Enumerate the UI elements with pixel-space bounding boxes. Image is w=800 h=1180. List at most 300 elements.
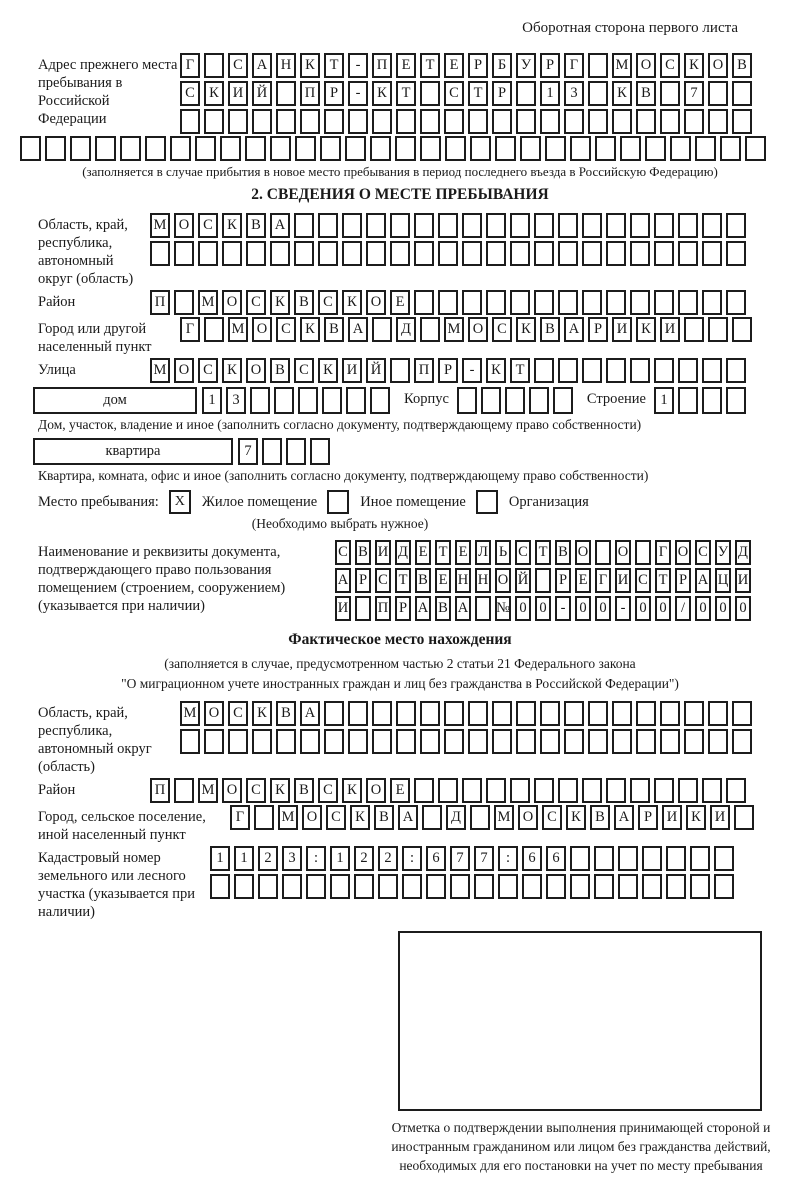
residential-checkbox: X — [169, 490, 191, 514]
char-cell — [670, 136, 691, 161]
char-cell: О — [174, 213, 194, 238]
city-block — [38, 317, 800, 356]
char-cell: Т — [535, 540, 551, 565]
char-cell — [222, 241, 242, 266]
char-cell: Е — [435, 568, 451, 593]
char-cell: А — [614, 805, 634, 830]
char-cell: Г — [655, 540, 671, 565]
char-cell — [630, 358, 650, 383]
char-cell — [708, 81, 728, 106]
street-block — [38, 358, 800, 383]
char-cell — [342, 213, 362, 238]
char-cell: В — [555, 540, 571, 565]
char-cell: С — [542, 805, 562, 830]
char-cell — [636, 729, 656, 754]
char-cell — [276, 729, 296, 754]
choose-note: (Необходимо выбрать нужное) — [251, 516, 429, 531]
char-cell: А — [695, 568, 711, 593]
char-cell — [370, 136, 391, 161]
char-cell — [306, 874, 326, 899]
char-cell — [732, 729, 752, 754]
char-cell: 2 — [378, 846, 398, 871]
cadastral-row-1 — [210, 846, 738, 871]
char-cell — [420, 81, 440, 106]
char-cell — [372, 729, 392, 754]
char-cell: М — [198, 290, 218, 315]
char-cell: К — [372, 81, 392, 106]
char-cell — [510, 241, 530, 266]
char-cell — [228, 729, 248, 754]
char-cell — [654, 290, 674, 315]
char-cell: 0 — [595, 596, 611, 621]
char-cell: В — [294, 290, 314, 315]
actual-region-label: Область, край, республика, автономный округ (область) — [38, 705, 152, 775]
actual-city-row — [230, 805, 758, 830]
char-cell — [390, 358, 410, 383]
char-cell — [195, 136, 216, 161]
char-cell: - — [348, 81, 368, 106]
char-cell — [295, 136, 316, 161]
char-cell — [300, 729, 320, 754]
char-cell: С — [198, 358, 218, 383]
char-cell — [564, 729, 584, 754]
char-cell: № — [495, 596, 511, 621]
char-cell: И — [375, 540, 391, 565]
char-cell — [250, 387, 270, 414]
char-cell: И — [615, 568, 631, 593]
char-cell — [252, 729, 272, 754]
char-cell — [690, 846, 710, 871]
char-cell: Е — [575, 568, 591, 593]
char-cell: 1 — [330, 846, 350, 871]
char-cell — [270, 136, 291, 161]
char-cell — [378, 874, 398, 899]
char-cell — [545, 136, 566, 161]
char-cell: С — [326, 805, 346, 830]
char-cell — [726, 241, 746, 266]
district-row — [150, 290, 750, 315]
char-cell — [520, 136, 541, 161]
char-cell: С — [695, 540, 711, 565]
char-cell: М — [228, 317, 248, 342]
char-cell: А — [398, 805, 418, 830]
char-cell — [372, 701, 392, 726]
char-cell — [684, 317, 704, 342]
char-cell: П — [150, 778, 170, 803]
char-cell: К — [204, 81, 224, 106]
char-cell: С — [515, 540, 531, 565]
char-cell — [630, 778, 650, 803]
char-cell — [444, 729, 464, 754]
apartment-box-label: квартира — [33, 438, 233, 465]
char-cell — [320, 136, 341, 161]
char-cell: - — [348, 53, 368, 78]
page-header: Оборотная сторона первого листа — [522, 20, 738, 36]
char-cell — [470, 136, 491, 161]
char-cell — [540, 729, 560, 754]
char-cell: В — [270, 358, 290, 383]
char-cell — [348, 729, 368, 754]
region-label: Область, край, республика, автономный округ (область) — [38, 217, 134, 287]
char-cell — [654, 358, 674, 383]
char-cell — [390, 213, 410, 238]
stroenie-cells — [654, 387, 750, 414]
char-cell: Т — [396, 81, 416, 106]
char-cell: Р — [468, 53, 488, 78]
char-cell — [645, 136, 666, 161]
char-cell — [582, 213, 602, 238]
char-cell: А — [415, 596, 431, 621]
char-cell: Й — [515, 568, 531, 593]
char-cell — [174, 778, 194, 803]
char-cell — [582, 241, 602, 266]
char-cell: Р — [675, 568, 691, 593]
char-cell: О — [518, 805, 538, 830]
korpus-cells — [457, 387, 577, 414]
section2-title: 2. СВЕДЕНИЯ О МЕСТЕ ПРЕБЫВАНИЯ — [251, 186, 549, 203]
char-cell — [570, 846, 590, 871]
char-cell — [254, 805, 274, 830]
char-cell — [654, 213, 674, 238]
char-cell — [606, 778, 626, 803]
char-cell: К — [222, 358, 242, 383]
other-premises-label: Иное помещение — [360, 493, 466, 510]
char-cell: Н — [276, 53, 296, 78]
char-cell — [690, 874, 710, 899]
char-cell — [414, 290, 434, 315]
char-cell — [462, 241, 482, 266]
organization-checkbox — [476, 490, 498, 514]
char-cell: О — [366, 778, 386, 803]
char-cell — [318, 241, 338, 266]
char-cell — [444, 701, 464, 726]
char-cell: 1 — [234, 846, 254, 871]
char-cell — [714, 874, 734, 899]
actual-district-label: Район — [38, 782, 76, 798]
prev-address-rows — [180, 53, 756, 134]
char-cell: В — [374, 805, 394, 830]
char-cell — [684, 701, 704, 726]
char-cell: 1 — [202, 387, 222, 414]
char-cell: К — [342, 290, 362, 315]
char-cell: К — [684, 53, 704, 78]
char-cell — [708, 317, 728, 342]
char-cell: А — [455, 596, 471, 621]
char-cell: М — [444, 317, 464, 342]
char-cell — [678, 358, 698, 383]
char-cell — [20, 136, 41, 161]
char-cell — [390, 241, 410, 266]
char-cell: А — [300, 701, 320, 726]
char-cell: А — [252, 53, 272, 78]
char-cell — [635, 540, 651, 565]
char-cell — [702, 387, 722, 414]
char-cell — [174, 290, 194, 315]
char-cell — [630, 290, 650, 315]
char-cell: Т — [655, 568, 671, 593]
char-cell: С — [294, 358, 314, 383]
char-cell: Л — [475, 540, 491, 565]
char-cell: В — [415, 568, 431, 593]
char-cell — [486, 290, 506, 315]
char-cell — [570, 136, 591, 161]
char-cell: Н — [475, 568, 491, 593]
char-cell — [642, 874, 662, 899]
char-cell: 1 — [540, 81, 560, 106]
prev-address-row-2 — [180, 81, 756, 106]
region-row-1 — [150, 213, 750, 238]
char-cell — [540, 701, 560, 726]
char-cell: Р — [355, 568, 371, 593]
char-cell — [732, 109, 752, 134]
char-cell: П — [150, 290, 170, 315]
char-cell: О — [675, 540, 691, 565]
char-cell: Е — [390, 778, 410, 803]
char-cell: В — [294, 778, 314, 803]
char-cell: Т — [420, 53, 440, 78]
char-cell: П — [375, 596, 391, 621]
char-cell — [70, 136, 91, 161]
char-cell: Т — [510, 358, 530, 383]
char-cell — [505, 387, 525, 414]
stroenie-label: Строение — [586, 391, 646, 407]
char-cell — [630, 241, 650, 266]
char-cell: 2 — [354, 846, 374, 871]
char-cell: В — [590, 805, 610, 830]
char-cell — [666, 874, 686, 899]
char-cell: : — [498, 846, 518, 871]
char-cell — [564, 109, 584, 134]
char-cell: Р — [555, 568, 571, 593]
char-cell — [372, 317, 392, 342]
char-cell: - — [555, 596, 571, 621]
char-cell — [486, 241, 506, 266]
char-cell — [734, 805, 754, 830]
char-cell — [618, 874, 638, 899]
stamp-caption: Отметка о подтверждении выполнения принимающей стороной и иностранным гражданином или лицом без гражданства действий, необходимых для его постановки на учет по месту пребывания — [391, 1120, 771, 1173]
char-cell: Е — [455, 540, 471, 565]
char-cell — [120, 136, 141, 161]
prev-address-row-4 — [20, 136, 800, 161]
char-cell: К — [300, 317, 320, 342]
char-cell: О — [302, 805, 322, 830]
char-cell: Д — [395, 540, 411, 565]
actual-region-row-1 — [180, 701, 756, 726]
char-cell — [245, 136, 266, 161]
char-cell — [300, 109, 320, 134]
char-cell: С — [228, 701, 248, 726]
char-cell — [594, 874, 614, 899]
house-block — [33, 387, 800, 414]
char-cell: О — [575, 540, 591, 565]
char-cell — [558, 290, 578, 315]
region-block — [38, 213, 800, 288]
char-cell — [678, 241, 698, 266]
char-cell: В — [246, 213, 266, 238]
char-cell — [150, 241, 170, 266]
char-cell — [654, 778, 674, 803]
char-cell — [414, 213, 434, 238]
document-row-1 — [335, 540, 755, 565]
char-cell: К — [222, 213, 242, 238]
char-cell — [345, 136, 366, 161]
char-cell: Ц — [715, 568, 731, 593]
char-cell — [457, 387, 477, 414]
char-cell — [678, 213, 698, 238]
char-cell — [274, 387, 294, 414]
house-caption: Дом, участок, владение и иное (заполнить согласно документу, подтверждающему право собственности) — [38, 417, 642, 432]
char-cell: И — [662, 805, 682, 830]
char-cell: : — [306, 846, 326, 871]
char-cell — [310, 438, 330, 465]
char-cell — [708, 701, 728, 726]
char-cell — [492, 701, 512, 726]
char-cell — [270, 241, 290, 266]
char-cell — [684, 109, 704, 134]
char-cell — [534, 290, 554, 315]
char-cell — [695, 136, 716, 161]
char-cell: А — [335, 568, 351, 593]
char-cell — [45, 136, 66, 161]
char-cell: О — [174, 358, 194, 383]
char-cell: Д — [446, 805, 466, 830]
char-cell: Г — [180, 317, 200, 342]
char-cell — [438, 778, 458, 803]
char-cell: Р — [324, 81, 344, 106]
prev-address-label: Адрес прежнего места пребывания в Российской Федерации — [38, 57, 178, 127]
char-cell — [396, 109, 416, 134]
char-cell — [426, 874, 446, 899]
actual-region-row-2 — [180, 729, 756, 754]
region-row-2 — [150, 241, 750, 266]
char-cell: О — [222, 290, 242, 315]
char-cell — [174, 241, 194, 266]
char-cell — [606, 290, 626, 315]
char-cell: Р — [638, 805, 658, 830]
char-cell — [678, 778, 698, 803]
char-cell — [582, 358, 602, 383]
char-cell: Ь — [495, 540, 511, 565]
char-cell: 1 — [654, 387, 674, 414]
document-block — [38, 540, 800, 621]
char-cell: С — [492, 317, 512, 342]
street-row — [150, 358, 750, 383]
char-cell: Т — [435, 540, 451, 565]
char-cell: К — [252, 701, 272, 726]
char-cell: : — [402, 846, 422, 871]
char-cell — [228, 109, 248, 134]
char-cell: 7 — [474, 846, 494, 871]
char-cell — [204, 729, 224, 754]
char-cell — [204, 317, 224, 342]
char-cell — [582, 778, 602, 803]
char-cell: 0 — [575, 596, 591, 621]
char-cell — [510, 213, 530, 238]
char-cell: А — [564, 317, 584, 342]
char-cell — [732, 701, 752, 726]
char-cell: М — [180, 701, 200, 726]
residential-label: Жилое помещение — [201, 493, 318, 510]
char-cell: Р — [540, 53, 560, 78]
char-cell — [468, 729, 488, 754]
char-cell — [355, 596, 371, 621]
char-cell — [660, 701, 680, 726]
char-cell — [474, 874, 494, 899]
char-cell — [726, 358, 746, 383]
document-row-3 — [335, 596, 755, 621]
char-cell: М — [198, 778, 218, 803]
char-cell — [286, 438, 306, 465]
char-cell — [294, 241, 314, 266]
char-cell — [486, 213, 506, 238]
house-number-cells — [202, 387, 394, 414]
char-cell — [630, 213, 650, 238]
char-cell — [234, 874, 254, 899]
char-cell: И — [342, 358, 362, 383]
char-cell: - — [615, 596, 631, 621]
char-cell: Й — [366, 358, 386, 383]
char-cell — [595, 540, 611, 565]
char-cell — [522, 874, 542, 899]
char-cell: О — [636, 53, 656, 78]
char-cell — [516, 701, 536, 726]
char-cell — [445, 136, 466, 161]
char-cell — [438, 290, 458, 315]
house-box-label: дом — [33, 387, 197, 414]
char-cell: М — [278, 805, 298, 830]
char-cell — [540, 109, 560, 134]
char-cell — [486, 778, 506, 803]
char-cell: Г — [595, 568, 611, 593]
char-cell: К — [300, 53, 320, 78]
char-cell: С — [246, 778, 266, 803]
char-cell — [444, 109, 464, 134]
char-cell: И — [335, 596, 351, 621]
char-cell: Д — [735, 540, 751, 565]
char-cell — [366, 241, 386, 266]
actual-city-label: Город, сельское поселение, иной населенный пункт — [38, 809, 206, 843]
char-cell: В — [732, 53, 752, 78]
char-cell: 6 — [522, 846, 542, 871]
char-cell — [468, 701, 488, 726]
char-cell — [450, 874, 470, 899]
char-cell — [498, 874, 518, 899]
char-cell — [558, 778, 578, 803]
char-cell — [534, 241, 554, 266]
char-cell — [198, 241, 218, 266]
char-cell: Е — [415, 540, 431, 565]
char-cell — [714, 846, 734, 871]
char-cell: 7 — [450, 846, 470, 871]
char-cell: А — [270, 213, 290, 238]
char-cell — [396, 729, 416, 754]
char-cell — [612, 109, 632, 134]
char-cell — [294, 213, 314, 238]
char-cell: С — [635, 568, 651, 593]
cadastral-block — [38, 846, 800, 921]
char-cell — [475, 596, 491, 621]
char-cell — [420, 317, 440, 342]
stay-place-label: Место пребывания: — [38, 493, 159, 510]
char-cell — [636, 109, 656, 134]
char-cell — [420, 701, 440, 726]
char-cell: В — [435, 596, 451, 621]
char-cell — [702, 778, 722, 803]
char-cell — [620, 136, 641, 161]
char-cell: К — [486, 358, 506, 383]
char-cell — [324, 729, 344, 754]
char-cell: Б — [492, 53, 512, 78]
